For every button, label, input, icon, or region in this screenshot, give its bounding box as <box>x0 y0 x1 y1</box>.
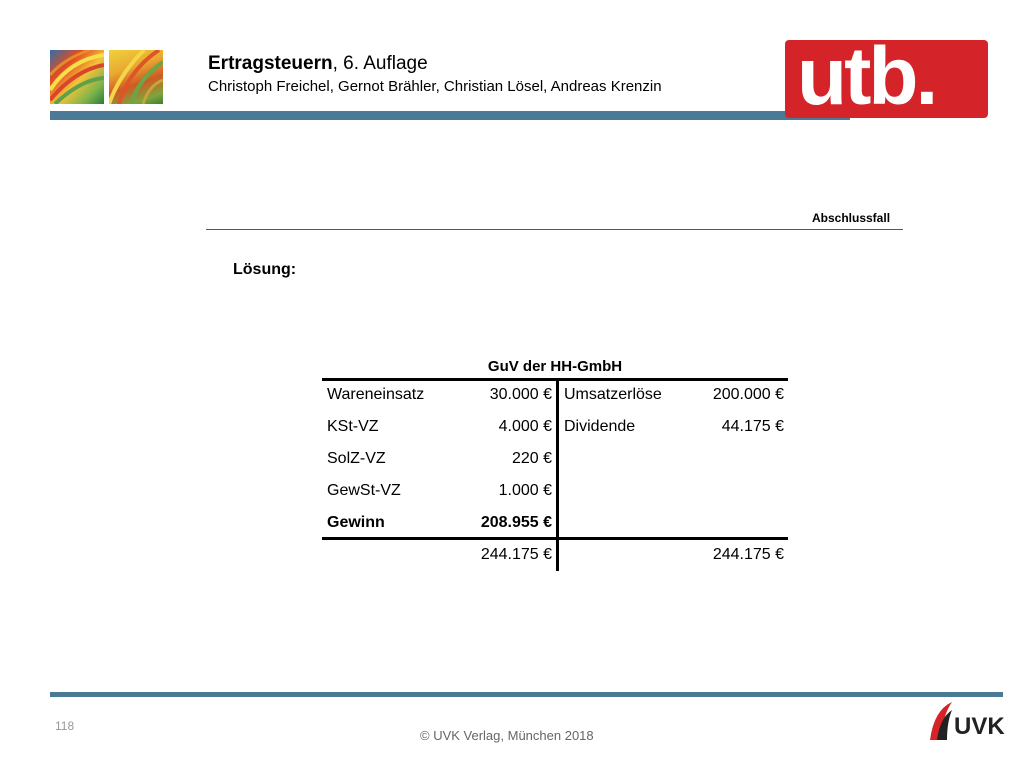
debit-label: GewSt-VZ <box>327 482 401 499</box>
credit-amount: 200.000 € <box>712 386 784 403</box>
cover-art-image-2 <box>109 50 163 104</box>
utb-logo: utb. <box>797 31 936 122</box>
credit-total: 244.175 € <box>712 546 784 563</box>
debit-label: KSt-VZ <box>327 418 379 435</box>
debit-amount: 30.000 € <box>489 386 552 403</box>
credit-label: Umsatzerlöse <box>564 386 662 403</box>
debit-amount: 1.000 € <box>498 482 552 499</box>
profit-amount: 208.955 € <box>480 514 552 531</box>
t-account-sum-line <box>322 537 788 540</box>
uvk-logo-icon <box>928 700 1008 744</box>
debit-label: SolZ-VZ <box>327 450 386 467</box>
debit-amount: 4.000 € <box>498 418 552 435</box>
debit-amount: 220 € <box>511 450 552 467</box>
profit-label: Gewinn <box>327 514 385 531</box>
t-account-caption: GuV der HH-GmbH <box>487 358 623 375</box>
cover-art-image-1 <box>50 50 104 104</box>
footer-bar <box>50 692 1003 697</box>
uvk-logo <box>928 700 1008 744</box>
credit-label: Dividende <box>564 418 636 435</box>
debit-total: 244.175 € <box>480 546 552 563</box>
header-bar <box>50 111 850 120</box>
page-number: 118 <box>55 719 75 733</box>
solution-heading: Lösung: <box>233 261 297 278</box>
t-account-top-line <box>322 378 788 381</box>
book-title <box>208 53 428 75</box>
book-authors: Christoph Freichel, Gernot Brähler, Christian Lösel, Andreas Krenzin <box>208 78 662 95</box>
credit-amount: 44.175 € <box>721 418 784 435</box>
debit-label: Wareneinsatz <box>327 386 425 403</box>
t-account-vertical-line <box>556 378 559 571</box>
book-title-bold: Ertragsteuern <box>208 53 333 74</box>
book-title-edition: , 6. Auflage <box>332 53 428 74</box>
section-label: Abschlussfall <box>812 211 891 225</box>
uvk-logo-text: UVK <box>954 713 1005 740</box>
copyright-notice: © UVK Verlag, München 2018 <box>420 728 594 743</box>
section-divider <box>206 229 903 230</box>
